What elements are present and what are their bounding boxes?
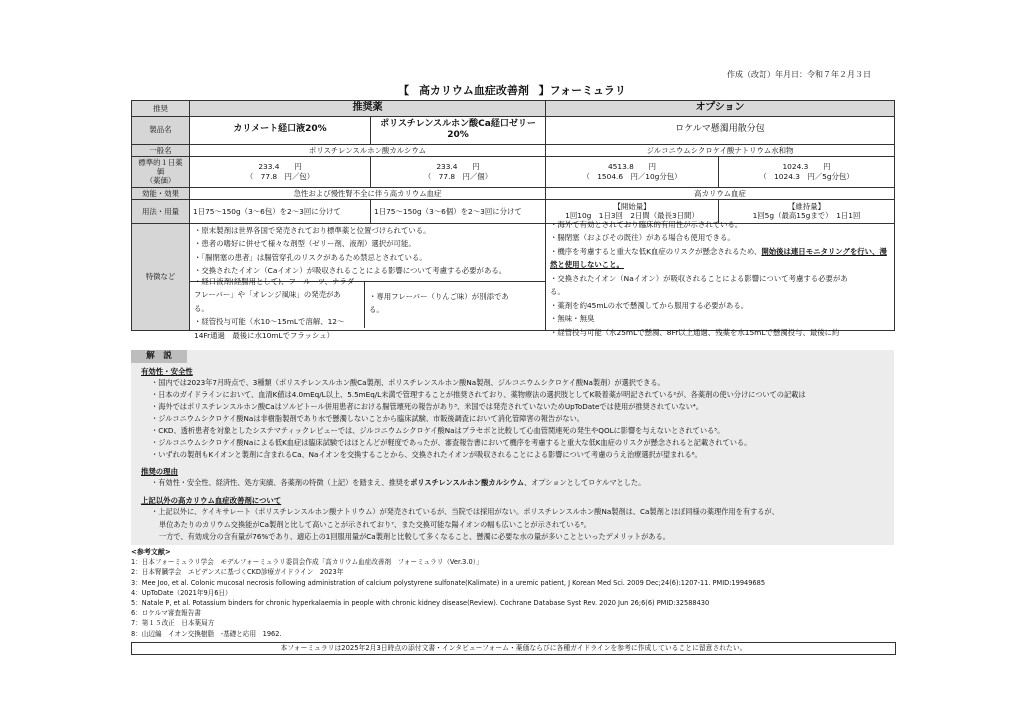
header-option: オプション: [546, 101, 895, 117]
other-title: 上記以外の高カリウム血症改善剤について: [141, 496, 282, 505]
product-jelly: ポリスチレンスルホン酸Ca経口ゼリー20%: [371, 116, 546, 144]
price-label-line2: （薬価）: [145, 176, 176, 186]
formulary-table: [131, 100, 895, 340]
price-label: [132, 156, 190, 187]
generic-option: ジルコニウムシクロケイ酸ナトリウム水和物: [546, 144, 895, 156]
common-feature-3: ・「腸閉塞の患者」は腸管穿孔のリスクがあるため禁忌とされている。: [194, 252, 427, 262]
reference-6: 6：ロケルマ審査報告書: [131, 609, 201, 618]
references: [131, 547, 765, 639]
efficacy-title: 有効性・安全性: [141, 367, 193, 376]
reference-2: 2：日本腎臓学会 エビデンスに基づくCKD診療ガイドライン 2023年: [131, 568, 344, 577]
common-feature-1: ・原末製剤は世界各国で発売されており標準薬と位置づけられている。: [194, 225, 431, 235]
reason-post: 、オプションとしてロケルマとした。: [524, 478, 646, 487]
option-feature-2: [550, 245, 891, 272]
option-feature-6: ・無味・無臭: [550, 314, 595, 324]
price-kalimate-day: 233.4 円: [258, 162, 302, 172]
efficacy-line-1: ・国内では2023年7月時点で、3種類（ポリスチレンスルホン酸Ca製剤、ポリスチレンスルホン酸Na製剤、ジルコニウムシクロケイ酸Na製剤）が選択できる。: [151, 378, 665, 387]
reason-pre: ・有効性・安全性、経済性、処方実績、各薬剤の特徴（上記）を踏まえ、推奨を: [151, 478, 411, 487]
price-kalimate-unit: （ 77.8 円／包）: [245, 171, 315, 181]
reference-7: 7：第１５改正 日本薬局方: [131, 619, 215, 628]
dosage-main-title: 【維持量】: [788, 202, 825, 211]
common-feature-4: ・交換されたイオン（Caイオン）が吸収されることによる影響について考慮する必要がある。: [194, 266, 507, 276]
efficacy-line-2: ・日本のガイドラインにおいて、血清K値は4.0mEq/L以上、5.5mEq/L未満で管理することが推奨されており、薬物療法の選択肢としてK吸着薬が明記されている²が、各薬剤の使い分けについての記載は: [151, 390, 806, 399]
jelly-feature-1: ・専用フレーバー（りんご味）が別添であ: [369, 291, 509, 301]
kalimate-feature-1: フレーバー」や「オレンジ風味」の発売があ: [194, 290, 341, 300]
product-kalimate: カリメート経口液20%: [190, 116, 371, 144]
price-lokelma-start: [546, 156, 719, 187]
header-recommended: 推奨薬: [190, 101, 546, 117]
indication-label: 効能・効果: [132, 187, 190, 199]
generic-recommended: ポリスチレンスルホン酸カルシウム: [190, 144, 546, 156]
footer-note: 本フォーミュラリは2025年2月3日時点の添付文書・インタビューフォーム・薬価ならびに各種ガイドラインを参考に作成していることに留意されたい。: [131, 642, 896, 655]
reference-8: 8：山辺編 イオン交換樹脂 -基礎と応用 1962.: [131, 629, 282, 638]
other-line-1: ・上記以外に、ケイキサレート（ポリスチレンスルホン酸ナトリウム）が発売されているが、当院では採用がない。ポリスチレンスルホン酸Na製剤は、Ca製剤とほぼ同様の薬理作用を有するが、: [151, 507, 779, 516]
references-title: <参考文献>: [131, 548, 171, 556]
price-jelly-unit: （ 77.8 円／個）: [423, 171, 493, 181]
reference-4: 4：UpToDate（2021年9月6日）: [131, 588, 232, 597]
dosage-main-text: 1回5g（最高15gまで） 1日1回: [752, 211, 861, 221]
efficacy-line-3: ・海外ではポリスチレンスルホン酸Caはソルビトール併用患者における腸管壊死の報告があり³、米国では発売されていないためUpToDateでは使用が推奨されていない⁴。: [151, 402, 703, 411]
title-open-bracket: 【: [398, 84, 410, 97]
option-feature-5: ・薬剤を約45mLの水で懸濁してから服用する必要がある。: [550, 300, 749, 310]
indication-recommended: 急性および慢性腎不全に伴う高カリウム血症: [190, 187, 546, 199]
option-feature-1: ・腸閉塞（およびその既往）がある場合も使用できる。: [550, 233, 735, 243]
indication-option: 高カリウム血症: [546, 187, 895, 199]
commentary-header: 解 説: [131, 350, 187, 363]
features-label: 特徴など: [132, 223, 190, 330]
dosage-label: 用法・用量: [132, 199, 190, 223]
reference-1: 1：日本フォーミュラリ学会 モデルフォーミュラリ委員会作成「高カリウム血症改善剤 フォーミュラリ（Ver.3.0）」: [131, 558, 483, 567]
reason-bold: ポリスチレンスルホン酸カルシウム: [410, 478, 525, 487]
jelly-feature-2: る。: [369, 305, 384, 315]
kalimate-feature-2: る。: [194, 303, 209, 313]
dosage-jelly: 1日75～150g（3～6個）を2～3回に分けて: [371, 199, 546, 223]
created-date: 作成（改訂）年月日：令和７年２月３日: [727, 70, 871, 79]
price-lokelma-main-day: 1024.3 円: [782, 162, 831, 172]
product-lokelma: ロケルマ懸濁用散分包: [546, 116, 895, 144]
price-lokelma-start-unit: （ 1504.6 円／10g分包）: [582, 171, 682, 181]
dosage-start-text: 1回10g 1日3回 2日間（最長3日間）: [565, 211, 699, 221]
reference-5: 5：Natale P, et al. Potassium binders for chronic hyperkalaemia in people with chronic kidney disease(Review). Cochrane Database Syst Rev. 2020 Jun 26;6(6) PMID:32588430: [131, 599, 710, 608]
commentary-panel: [131, 350, 894, 545]
option-feature-2b: 開始後は連日モニタリングを行い、漫然と使用しないこと。: [550, 246, 887, 270]
option-feature-top: ・海外で有効とされており臨床的有用性が示されている。: [550, 219, 743, 229]
title-close-bracket: 】フォーミュラリ: [538, 84, 626, 97]
option-feature-4: る。: [550, 287, 565, 297]
option-feature-3: ・交換されたイオン（Naイオン）が吸収されることによる影響について考慮する必要があ: [550, 273, 848, 283]
reason-line: [151, 478, 645, 488]
efficacy-line-5: ・CKD、透析患者を対象としたシステマティックレビューでは、ジルコニウムシクロケイ酸Naはプラセボと比較して心血管関連死の発生やQOLに影響を与えないとされている⁵。: [151, 426, 725, 435]
features-recommended: [190, 223, 546, 340]
efficacy-line-4: ・ジルコニウムシクロケイ酸Naは非樹脂製剤であり水で懸濁しないことから臨床試験、市販後調査において消化管障害の報告がない。: [151, 414, 584, 423]
header-recommend-label: 推奨: [132, 101, 190, 117]
price-jelly-day: 233.4 円: [436, 162, 480, 172]
features-option: [546, 219, 895, 337]
title-category: 高カリウム血症改善剤: [418, 84, 529, 97]
price-lokelma-start-day: 4513.8 円: [607, 162, 657, 172]
option-feature-7: ・経管投与可能（水25mLで懸濁、8Fr以上通過、残薬を水15mLで懸濁投与、最後に約: [550, 327, 840, 337]
price-jelly: [371, 156, 546, 187]
option-feature-2a: ・機序を考慮すると重大な低K血症のリスクが懸念されるため、: [550, 246, 762, 256]
price-lokelma-main: [719, 156, 895, 187]
price-kalimate: [190, 156, 371, 187]
efficacy-line-6: ・ジルコニウムシクロケイ酸Naによる低K血症は臨床試験ではほとんどが軽度であったが、審査報告書において機序を考慮すると重大な低K血症のリスクが懸念されると記載されている。: [151, 438, 752, 447]
reference-3: 3：Mee Joo, et al. Colonic mucosal necrosis following administration of calcium polystyrene sulfonate(Kalimate) in a uremic patient, J Korean Med Sci. 2009 Dec;24(6):1207-11. PMID:19949685: [131, 578, 766, 587]
product-label: 製品名: [132, 116, 190, 144]
other-line-2: 単位あたりのカリウム交換能がCa製剤と比して高いことが示されており⁷、また交換可能な陽イオンの幅も広いことが示されている⁸。: [159, 520, 591, 529]
kalimate-feature-top: ・経口液剤(経腸用として)、フ ルーツ、ナラダ: [194, 276, 355, 286]
efficacy-line-7: ・いずれの製剤もKイオンと製剤に含まれるCa、Naイオンを交換することから、交換されたイオンが吸収されることによる影響について考慮のうえ治療選択が望まれる⁶。: [151, 450, 702, 459]
other-line-3: 一方で、有効成分の含有量が76%であり、適応上の1回服用量がCa製剤と比較して多くなること、懸濁に必要な水の量が多いことといったデメリットがある。: [159, 532, 670, 541]
common-feature-2: ・患者の嗜好に併せて様々な剤型（ゼリー剤、液剤）選択が可能。: [194, 239, 416, 249]
page-title: [0, 82, 1024, 98]
price-label-line1: 標準的１日薬価: [138, 157, 183, 176]
dosage-kalimate: 1日75～150g（3～6包）を2～3回に分けて: [190, 199, 371, 223]
dosage-start-title: 【開始量】: [613, 202, 651, 211]
reason-title: 推奨の理由: [141, 467, 178, 476]
generic-label: 一般名: [132, 144, 190, 156]
kalimate-feature-3: ・経管投与可能（水10～15mLで溶解、12～: [194, 317, 345, 327]
kalimate-feature-4: 14Fr通過 最後に水10mLでフラッシュ）: [194, 330, 335, 340]
price-lokelma-main-unit: （ 1024.3 円／5g分包）: [759, 171, 854, 181]
